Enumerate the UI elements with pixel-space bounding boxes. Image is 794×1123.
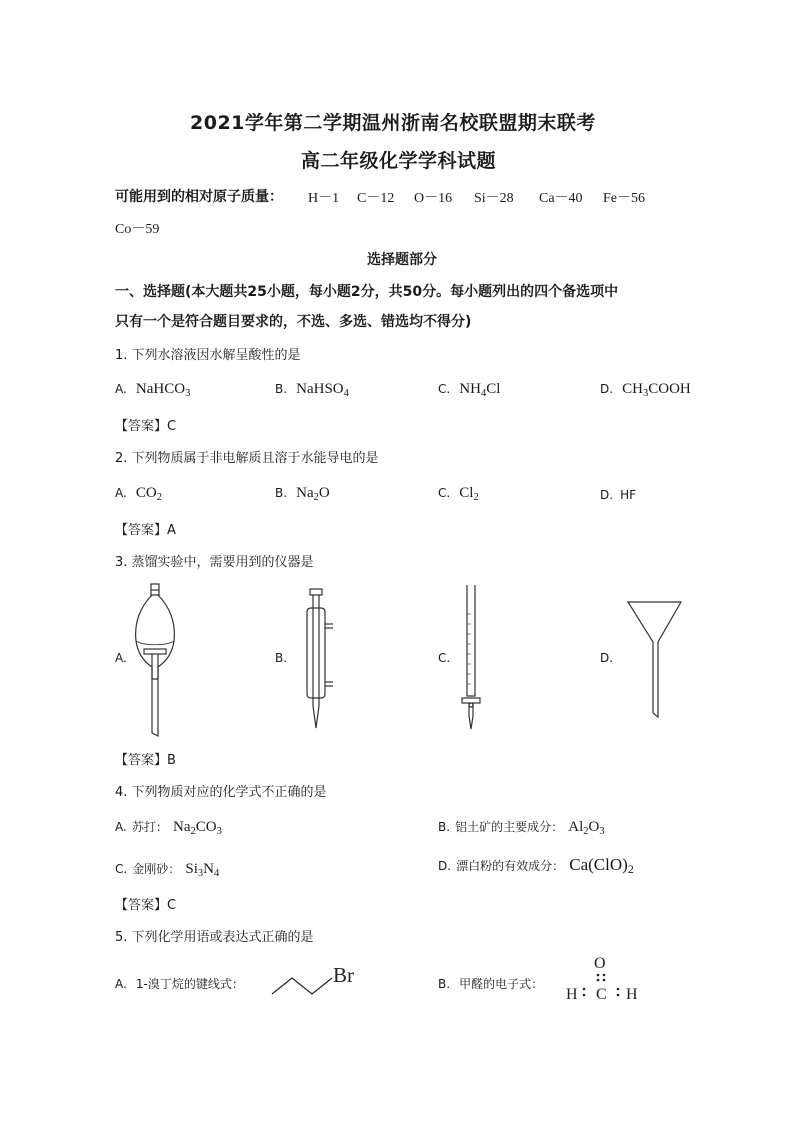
burette-icon [458,584,484,736]
atomic-mass-c: C－12 [357,191,395,206]
atomic-mass-ca: Ca－40 [539,191,583,206]
option-letter: B. [438,977,451,991]
question-2-option-b[interactable] [275,482,330,503]
answer-label: 【答案】 [115,523,168,538]
option-letter: A. [115,382,127,396]
section-title: 选择题部分 [367,252,437,268]
question-4-option-c[interactable] [115,858,219,879]
atomic-mass-h: H－1 [308,191,340,206]
option-label: 金刚砂： [132,862,181,876]
question-2-option-a[interactable] [115,482,162,503]
option-formula: HF [620,488,637,502]
question-1-option-a[interactable] [115,378,190,399]
question-5-option-b[interactable] [438,973,543,992]
oxygen-atom-label: O [594,955,606,972]
bromine-atom-label: Br [333,963,354,987]
separatory-funnel-icon [130,583,180,738]
hydrogen-atom-label: H [626,986,638,1003]
option-formula: $Na_2O$ [296,485,330,503]
option-letter: A. [115,977,127,991]
atomic-mass-o: O－16 [414,191,453,206]
answer-value: B [167,753,176,768]
formaldehyde-electron-formula [562,952,646,1006]
question-5-option-a[interactable] [115,973,244,992]
option-label: 漂白粉的有效成分： [456,859,565,873]
section-instruction-line2: 只有一个是符合题目要求的，不选、多选、错选均不得分) [115,314,472,330]
answer-label: 【答案】 [115,753,168,768]
atomic-mass-label: 可能用到的相对原子质量： [115,189,283,205]
question-2-stem: 2. 下列物质属于非电解质且溶于水能导电的是 [115,451,379,466]
option-letter: D. [438,859,452,873]
option-letter: B. [438,820,451,834]
option-label: 甲醛的电子式： [459,977,544,991]
option-formula: $Cl_2$ [459,485,479,503]
question-1-answer [115,415,176,434]
condenser-icon [303,588,337,738]
answer-label: 【答案】 [115,898,168,913]
atomic-mass-si: Si－28 [474,191,514,206]
funnel-icon [627,600,683,720]
option-formula: $CO_2$ [135,485,162,503]
question-1-option-d[interactable] [600,378,691,399]
option-formula: $Na_2CO_3$ [173,819,222,837]
question-4-stem: 4. 下列物质对应的化学式不正确的是 [115,785,327,800]
question-3-answer [115,749,176,768]
option-letter: C. [438,382,451,396]
question-1-option-c[interactable] [438,378,500,399]
question-3-option-b-letter[interactable]: B. [275,651,288,665]
option-formula: $NH_4Cl$ [459,381,501,399]
option-letter: D. [600,382,614,396]
hydrogen-atom-label: H [566,986,578,1003]
question-5-stem: 5. 下列化学用语或表达式正确的是 [115,930,314,945]
question-2-option-c[interactable] [438,482,479,503]
option-formula: NaHCO$_3$ [135,381,191,399]
question-3-option-d-letter[interactable]: D. [600,651,614,665]
section-instruction-line1: 一、选择题(本大题共25小题，每小题2分，共50分。每小题列出的四个备选项中 [115,284,619,300]
question-3-stem: 3. 蒸馏实验中，需要用到的仪器是 [115,555,314,570]
question-1-option-b[interactable] [275,378,349,399]
option-label: 1-溴丁烷的键线式： [135,977,244,991]
option-formula: $CH_3COOH$ [622,381,691,399]
option-letter: B. [275,486,288,500]
question-4-option-a[interactable] [115,816,222,837]
bromobutane-skeletal-structure [270,962,362,998]
question-2-option-d[interactable] [600,484,636,503]
question-3-option-c-letter[interactable]: C. [438,651,451,665]
option-label: 苏打： [131,820,168,834]
option-letter: B. [275,382,288,396]
page-title: 2021学年第二学期温州浙南名校联盟期末联考 [190,112,596,134]
question-4-answer [115,894,176,913]
option-letter: A. [115,486,127,500]
option-letter: A. [115,820,127,834]
question-2-answer [115,519,176,538]
carbon-atom-label: C [596,986,607,1003]
question-4-option-d[interactable] [438,855,634,877]
question-3-option-a-letter[interactable]: A. [115,651,127,665]
option-formula: NaHSO$_4$ [296,381,349,399]
option-letter: D. [600,488,614,502]
answer-value: C [167,898,177,913]
atomic-mass-fe: Fe－56 [603,191,645,206]
answer-value: C [167,419,177,434]
page-subtitle: 高二年级化学学科试题 [301,150,497,172]
question-4-option-b[interactable] [438,816,605,837]
answer-value: A [167,523,176,538]
option-letter: C. [438,486,451,500]
answer-label: 【答案】 [115,419,168,434]
option-formula: $Al_2O_3$ [568,819,605,837]
question-1-stem: 1. 下列水溶液因水解呈酸性的是 [115,348,301,363]
atomic-mass-co: Co－59 [115,222,160,237]
option-formula: $Ca(ClO)_2$ [569,855,634,876]
option-formula: $Si_3N_4$ [185,861,220,879]
option-letter: C. [115,862,128,876]
option-label: 铝土矿的主要成分： [455,820,564,834]
